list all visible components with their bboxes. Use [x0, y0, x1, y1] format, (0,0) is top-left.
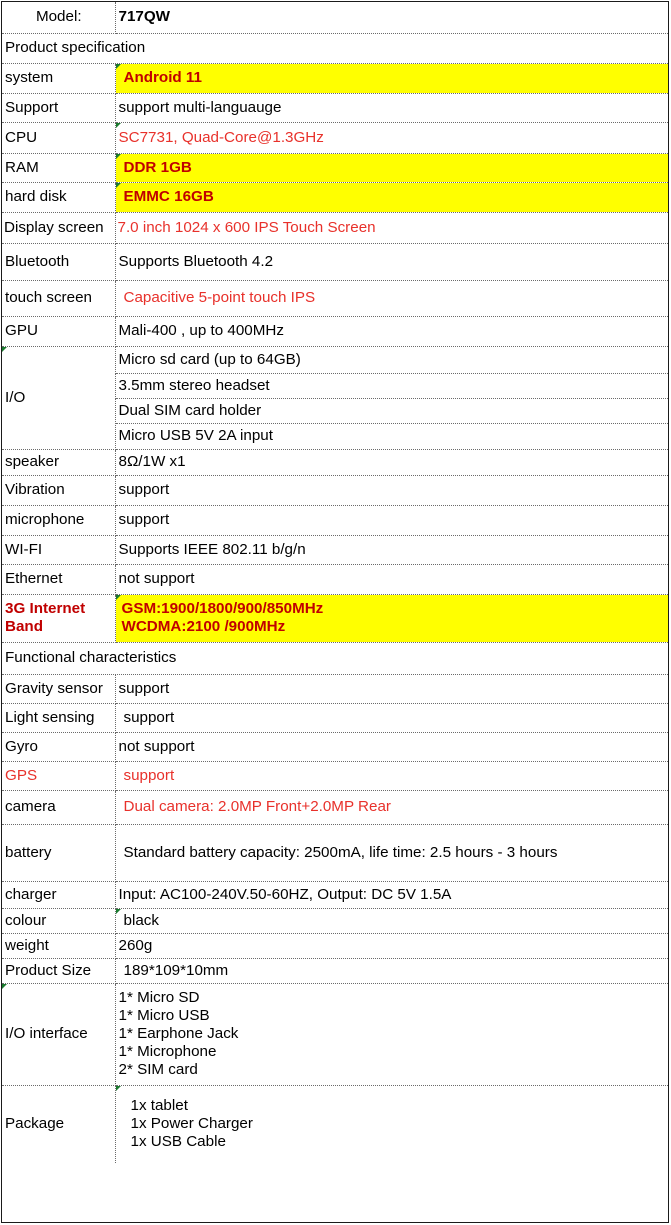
table-row-gpu	[2, 316, 668, 346]
row-label-weight: weight	[2, 933, 115, 958]
table-row-gps	[2, 761, 668, 790]
row-label-battery: battery	[2, 824, 115, 881]
table-row-charger	[2, 881, 668, 908]
specification-table	[2, 2, 668, 1163]
row-value-cpu: SC7731, Quad-Core@1.3GHz	[115, 122, 668, 153]
row-label-3g-internet-band	[2, 594, 115, 642]
row-label-gpu: GPU	[2, 316, 115, 346]
row-value-speaker: 8Ω/1W x1	[115, 449, 668, 475]
row-label-hard-disk: hard disk	[2, 182, 115, 212]
section-header-functional-characteristics: Functional characteristics	[2, 642, 668, 674]
io-interface-item-2: 1* Micro USB	[118, 1007, 210, 1025]
row-label-package: Package	[2, 1085, 115, 1163]
table-row-light-sensing	[2, 703, 668, 732]
row-value-product-size: 189*109*10mm	[115, 958, 668, 983]
row-label-charger: charger	[2, 881, 115, 908]
row-value-battery: Standard battery capacity: 2500mA, life time: 2.5 hours - 3 hours	[115, 824, 668, 881]
row-label-display-screen: Display screen	[2, 212, 115, 243]
row-value-3g-line-1: GSM:1900/1800/900/850MHz	[121, 600, 324, 618]
row-label-colour: colour	[2, 908, 115, 933]
table-row-ram	[2, 153, 668, 182]
row-value-gps: support	[115, 761, 668, 790]
row-value-3g-line-2: WCDMA:2100 /900MHz	[121, 618, 286, 635]
table-row-io-interface	[2, 983, 668, 1085]
row-value-system: Android 11	[115, 63, 668, 93]
table-row-product-size	[2, 958, 668, 983]
section-header-product-specification: Product specification	[2, 33, 668, 63]
spec-sheet	[1, 1, 669, 1223]
row-value-io-item-4: Micro USB 5V 2A input	[115, 423, 668, 449]
row-label-model: Model:	[2, 2, 115, 33]
table-row-3g-band	[2, 594, 668, 642]
io-interface-item-5: 2* SIM card	[118, 1060, 198, 1078]
row-value-ethernet: not support	[115, 564, 668, 594]
row-label-speaker: speaker	[2, 449, 115, 475]
row-value-colour: black	[115, 908, 668, 933]
row-label-gyro: Gyro	[2, 732, 115, 761]
table-row-model	[2, 2, 668, 33]
table-row-battery	[2, 824, 668, 881]
row-label-product-size: Product Size	[2, 958, 115, 983]
table-row-system	[2, 63, 668, 93]
table-row-section-product	[2, 33, 668, 63]
table-row-gyro	[2, 732, 668, 761]
row-value-gpu: Mali-400 , up to 400MHz	[115, 316, 668, 346]
package-item-3: 1x USB Cable	[130, 1133, 226, 1151]
row-value-weight: 260g	[115, 933, 668, 958]
table-row-microphone	[2, 505, 668, 535]
table-row-hard-disk	[2, 182, 668, 212]
row-value-model: 717QW	[115, 2, 668, 33]
row-value-bluetooth: Supports Bluetooth 4.2	[115, 243, 668, 280]
table-row-camera	[2, 790, 668, 824]
row-value-light-sensing: support	[115, 703, 668, 732]
table-row-vibration	[2, 475, 668, 505]
row-value-support: support multi-languauge	[115, 93, 668, 122]
row-value-io-item-3: Dual SIM card holder	[115, 398, 668, 423]
row-value-camera: Dual camera: 2.0MP Front+2.0MP Rear	[115, 790, 668, 824]
row-value-hard-disk: EMMC 16GB	[115, 182, 668, 212]
row-value-ram: DDR 1GB	[115, 153, 668, 182]
row-label-support: Support	[2, 93, 115, 122]
row-label-light-sensing: Light sensing	[2, 703, 115, 732]
row-value-display-screen: 7.0 inch 1024 x 600 IPS Touch Screen	[115, 212, 668, 243]
table-row-wifi	[2, 535, 668, 564]
row-label-io-interface: I/O interface	[2, 983, 115, 1085]
row-value-io-item-2: 3.5mm stereo headset	[115, 373, 668, 398]
table-row-package	[2, 1085, 668, 1163]
row-value-wifi: Supports IEEE 802.11 b/g/n	[115, 535, 668, 564]
table-row-cpu	[2, 122, 668, 153]
row-label-gps: GPS	[2, 761, 115, 790]
row-label-3g-line-2: Band	[5, 618, 43, 635]
table-row-section-functional	[2, 642, 668, 674]
row-value-charger: Input: AC100-240V.50-60HZ, Output: DC 5V 1.5A	[115, 881, 668, 908]
table-row-ethernet	[2, 564, 668, 594]
row-label-bluetooth: Bluetooth	[2, 243, 115, 280]
table-row-gravity-sensor	[2, 674, 668, 703]
package-item-1: 1x tablet	[130, 1097, 188, 1115]
row-value-package	[115, 1085, 668, 1163]
table-body	[2, 2, 668, 1163]
row-value-3g-internet-band	[115, 594, 668, 642]
row-label-ram: RAM	[2, 153, 115, 182]
table-row-speaker	[2, 449, 668, 475]
row-label-ethernet: Ethernet	[2, 564, 115, 594]
row-label-microphone: microphone	[2, 505, 115, 535]
row-value-io-item-1: Micro sd card (up to 64GB)	[115, 346, 668, 373]
row-label-gravity-sensor: Gravity sensor	[2, 674, 115, 703]
row-value-gyro: not support	[115, 732, 668, 761]
table-row-io-1	[2, 346, 668, 373]
table-row-bluetooth	[2, 243, 668, 280]
row-value-microphone: support	[115, 505, 668, 535]
row-label-3g-line-1: 3G Internet	[5, 600, 86, 618]
row-value-touch-screen: Capacitive 5-point touch IPS	[115, 280, 668, 316]
table-row-display-screen	[2, 212, 668, 243]
row-label-cpu: CPU	[2, 122, 115, 153]
table-row-colour	[2, 908, 668, 933]
row-value-vibration: support	[115, 475, 668, 505]
row-label-wifi: WI-FI	[2, 535, 115, 564]
table-row-touch-screen	[2, 280, 668, 316]
row-label-system: system	[2, 63, 115, 93]
io-interface-item-3: 1* Earphone Jack	[118, 1025, 239, 1043]
row-label-touch-screen: touch screen	[2, 280, 115, 316]
io-interface-item-1: 1* Micro SD	[118, 989, 200, 1007]
package-item-2: 1x Power Charger	[130, 1115, 253, 1133]
row-label-camera: camera	[2, 790, 115, 824]
row-label-vibration: Vibration	[2, 475, 115, 505]
io-interface-item-4: 1* Microphone	[118, 1042, 217, 1060]
row-value-gravity-sensor: support	[115, 674, 668, 703]
table-row-support	[2, 93, 668, 122]
row-value-io-interface	[115, 983, 668, 1085]
row-label-io: I/O	[2, 346, 115, 449]
table-row-weight	[2, 933, 668, 958]
